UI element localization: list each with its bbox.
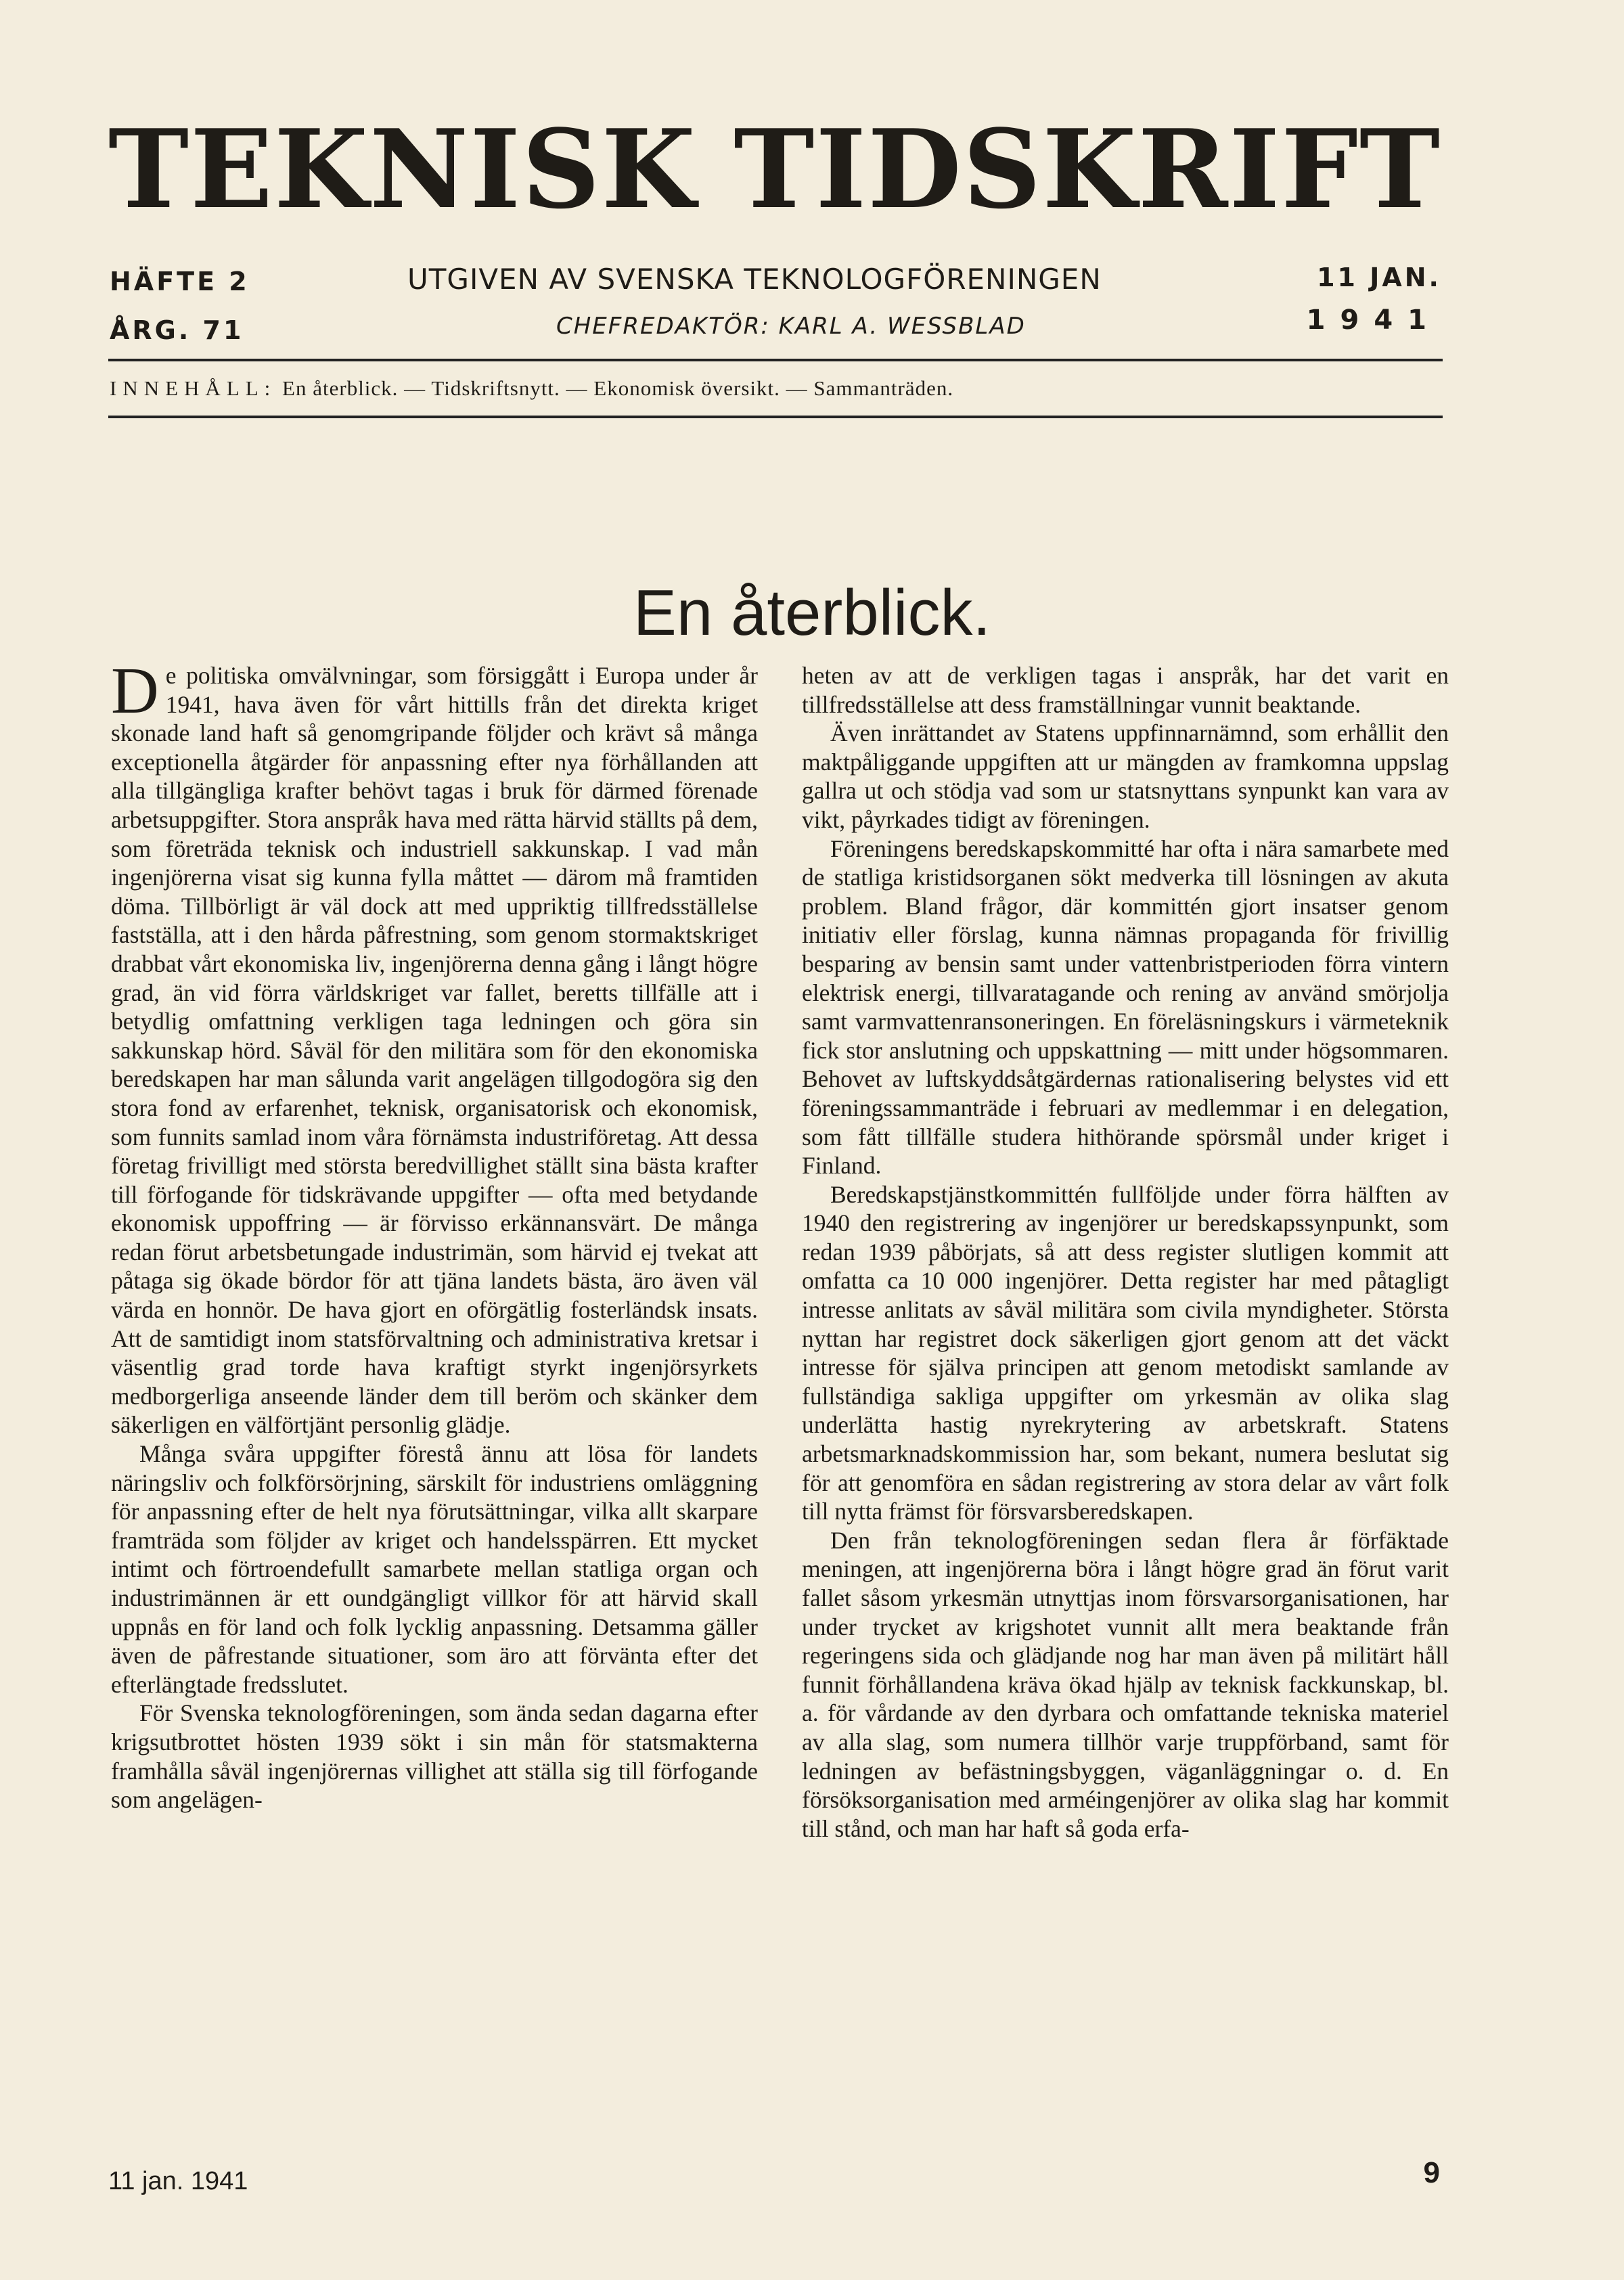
article-column-right xyxy=(802,661,1449,1843)
issue-year: 1941 xyxy=(1306,305,1441,336)
volume-label: ÅRG. 71 xyxy=(110,315,244,345)
article-title: En återblick. xyxy=(633,577,991,650)
paragraph xyxy=(111,654,758,1439)
paragraph: heten av att de verkligen tagas i anspråk, har det varit en tillfredsställelse att dess framställningar vunnit beaktande. xyxy=(802,662,1449,718)
paragraph: Även inrättandet av Statens uppfinnarnämnd, som erhållit den maktpåliggande uppgiften att ur mängden av framkomna uppslag gallra ut och stödja vad som ur statsnyttans synpunkt kan vara av vikt, påyrkades tidigt av föreningen. xyxy=(802,719,1449,833)
drop-cap: D xyxy=(111,654,159,728)
header-rule-bottom xyxy=(108,416,1443,418)
issue-date: 11 JAN. xyxy=(1317,263,1441,292)
masthead-title-right: TIDSKRIFT xyxy=(734,106,1441,233)
masthead-title-left: TEKNISK xyxy=(108,106,697,233)
contents-label: INNEHÅLL: xyxy=(110,376,277,400)
contents-items: En återblick. — Tidskriftsnytt. — Ekonomisk översikt. — Sammanträden. xyxy=(282,376,954,400)
editor-line: CHEFREDAKTÖR: KARL A. WESSBLAD xyxy=(556,313,1026,340)
paragraph: Beredskapstjänstkommittén fullföljde under förra hälften av 1940 den registrering av ingenjörer ur beredskapssynpunkt, som redan 1939 påbörjats, så att dess register slutligen kommit att omfatta ca 10 000 ingenjörer. Detta register har med påtagligt intresse anlitats av såväl militära som civila myndigheter. Största nyttan har registret dock säkerligen gjort genom att det väckt intresse för själva principen att genom metodiskt samlande av fullständiga sakliga uppgifter om yrkesmän av olika slag underlätta hastig nyrekrytering av arbetskraft. Statens arbetsmarknadskommission har, som bekant, numera beslutat sig för att genomföra en sådan registrering av stora delar av vårt folk till nytta främst för försvarsberedskapen. xyxy=(802,1180,1449,1525)
table-of-contents xyxy=(110,376,1436,401)
paragraph: Föreningens beredskapskommitté har ofta i nära samarbete med de statliga kristidsorganen sökt medverka till lösningen av akuta problem. Bland frågor, där kommittén gjort insatser genom initiativ eller förslag, kunna nämnas propaganda för frivillig besparing av bensin samt under vattenbristperioden förra vintern elektrisk energi, tillvaratagande och rening av använd smörjolja samt varmvattenransoneringen. En föreläsningskurs i värmeteknik fick stor anslutning och uppskattning — mitt under högsommaren. Behovet av luftskyddsåtgärdernas rationalisering belystes vid ett föreningssammanträde i februari av medlemmar i en delegation, som fått tillfälle studera hithörande spörsmål under kriget i Finland. xyxy=(802,834,1449,1180)
paragraph: Den från teknologföreningen sedan flera år förfäktade meningen, att ingenjörerna böra i långt högre grad än förut varit fallet såsom yrkesmän utnyttjas inom försvarsorganisationen, har under trycket av krigshotet vunnit allt mera beaktande från regeringens sida och glädjande nog har man även på militärt håll funnit förhållandena kräva ökad hjälp av teknisk fackkunskap, bl. a. för vårdande av den dyrbara och omfattande tekniska materiel av alla slag, som numera tillhör varje truppförband, samt för ledningen av befästningsbyggen, väganläggningar o. d. En försöksorganisation med arméingenjörer av olika slag har kommit till stånd, och man har haft så goda erfa- xyxy=(802,1526,1449,1842)
paragraph: För Svenska teknologföreningen, som ända sedan dagarna efter krigsutbrottet hösten 1939 sökt i sin mån för statsmakterna framhålla såväl ingenjörernas villighet att ställa sig till förfogande som angelägen- xyxy=(111,1699,758,1814)
paragraph: Många svåra uppgifter förestå ännu att lösa för landets näringsliv och folkförsörjning, särskilt för industriens omläggning för anpassning efter de helt nya förutsättningar, vilka allt skarpare framträda som följder av kriget och handelsspärren. Ett mycket intimt och förtroendefullt samarbete mellan statliga organ och industrimännen är ett oundgängligt villkor för att härvid skall uppnås en för land och folk lycklig anpassning. Detsamma gäller även de påfrestande situationer, som äro att förvänta efter det efterlängtade fredsslutet. xyxy=(111,1440,758,1698)
footer-date: 11 jan. 1941 xyxy=(108,2167,248,2195)
article-column-left xyxy=(111,654,758,1814)
publisher-line: UTGIVEN AV SVENSKA TEKNOLOGFÖRENINGEN xyxy=(407,263,1102,296)
issue-label: HÄFTE 2 xyxy=(110,267,250,296)
paragraph-text: e politiska omvälvningar, som försiggått i Europa under år 1941, hava även för vårt hittills från det direkta kriget skonade land haft så genomgripande följder och krävt så många exceptionella åtgärder för anpassning efter nya förhållanden att alla tillgängliga krafter behövt tagas i bruk för därmed förenade arbetsuppgifter. Stora anspråk hava med rätta härvid ställts på dem, som företräda teknisk och industriell sakkunskap. I vad mån ingenjörerna visat sig kunna fylla måttet — därom må framtiden döma. Tillbörligt är väl dock att med uppriktig tillfredsställelse fastställa, att i den hårda påfrestning, som genom stormaktskriget drabbat vårt ekonomiska liv, ingenjörerna denna gång i långt högre grad, än vid förra världskriget var fallet, beretts tillfälle att i betydlig omfattning verkligen taga ledningen och göra sin sakkunskap hörd. Såväl för den militära som för den ekonomiska beredskapen har man sålunda varit angelägen tillgodogöra sig den stora fond av erfarenhet, teknisk, organisatorisk och ekonomisk, som funnits samlad inom våra förnämsta industriföretag. Att dessa företag frivilligt med största beredvillighet ställt sina bästa krafter till förfogande för tidskrävande uppgifter — ofta med betydande ekonomisk uppoffring — är förvisso erkännansvärt. De många redan förut arbetsbetungade industrimän, som härvid ej tvekat att påtaga sig ökade bördor för att tjäna landets bästa, äro även väl värda en honnör. De hava gjort en oförgätlig fosterländsk insats. Att de samtidigt inom statsförvaltning och administrativa kretsar i väsentlig grad torde hava kraftigt styrkt ingenjörsyrkets medborgerliga anseende länder dem till beröm och skänker dem säkerligen en välförtjänt personlig glädje. xyxy=(111,662,758,1439)
masthead-title xyxy=(108,102,1441,237)
page-number: 9 xyxy=(1423,2156,1440,2189)
header-rule-top xyxy=(108,359,1443,361)
